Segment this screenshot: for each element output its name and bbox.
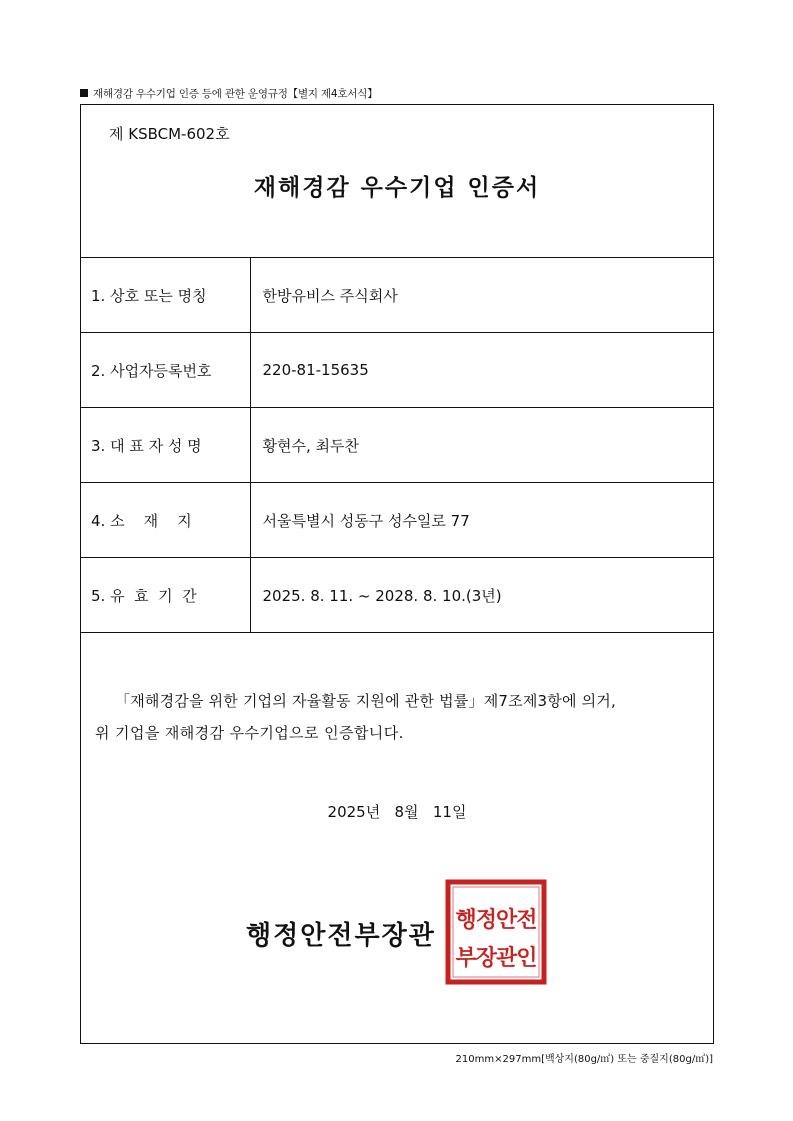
issue-date: 2025년 8월 11일 — [327, 803, 467, 821]
row-label-address: 4. 소 재 지 — [81, 483, 250, 558]
official-seal-icon — [445, 879, 547, 985]
row-label-validity: 5. 유 효 기 간 — [81, 558, 250, 633]
table-row — [81, 333, 713, 408]
form-header — [80, 86, 378, 101]
certificate-frame — [80, 104, 714, 1044]
statement-line-1: 「재해경감을 위한 기업의 자율활동 지원에 관한 법률」제7조제3항에 의거, — [115, 692, 616, 710]
row-value-validity: 2025. 8. 11. ~ 2028. 8. 10.(3년) — [250, 558, 713, 633]
seal-text-line-2: 부장관인 — [455, 946, 537, 971]
table-row — [81, 258, 713, 333]
issuer-name: 행정안전부장관 — [246, 921, 436, 951]
seal-text-line-1: 행정안전 — [455, 908, 537, 933]
row-value-representative: 황현수, 최두찬 — [250, 408, 713, 483]
square-bullet-icon — [80, 89, 88, 97]
certificate-title: 재해경감 우수기업 인증서 — [253, 175, 541, 201]
row-value-address: 서울특별시 성동구 성수일로 77 — [250, 483, 713, 558]
row-label-representative: 3. 대 표 자 성 명 — [81, 408, 250, 483]
statement-line-2: 위 기업을 재해경감 우수기업으로 인증합니다. — [95, 724, 404, 742]
info-table — [81, 257, 713, 633]
row-value-business-number: 220-81-15635 — [250, 333, 713, 408]
bottom-rule — [80, 1043, 714, 1044]
row-label-company-name: 1. 상호 또는 명칭 — [81, 258, 250, 333]
paper-size-note: 210mm×297mm[백상지(80g/㎡) 또는 중질지(80g/㎡)] — [455, 1054, 713, 1065]
certificate-number: 제 KSBCM-602호 — [109, 125, 230, 143]
row-value-company-name: 한방유비스 주식회사 — [250, 258, 713, 333]
table-row — [81, 408, 713, 483]
row-label-business-number: 2. 사업자등록번호 — [81, 333, 250, 408]
table-row — [81, 558, 713, 633]
table-row — [81, 483, 713, 558]
form-header-text: 재해경감 우수기업 인증 등에 관한 운영규정【별지 제4호서식】 — [93, 88, 378, 100]
certification-statement — [95, 685, 705, 749]
